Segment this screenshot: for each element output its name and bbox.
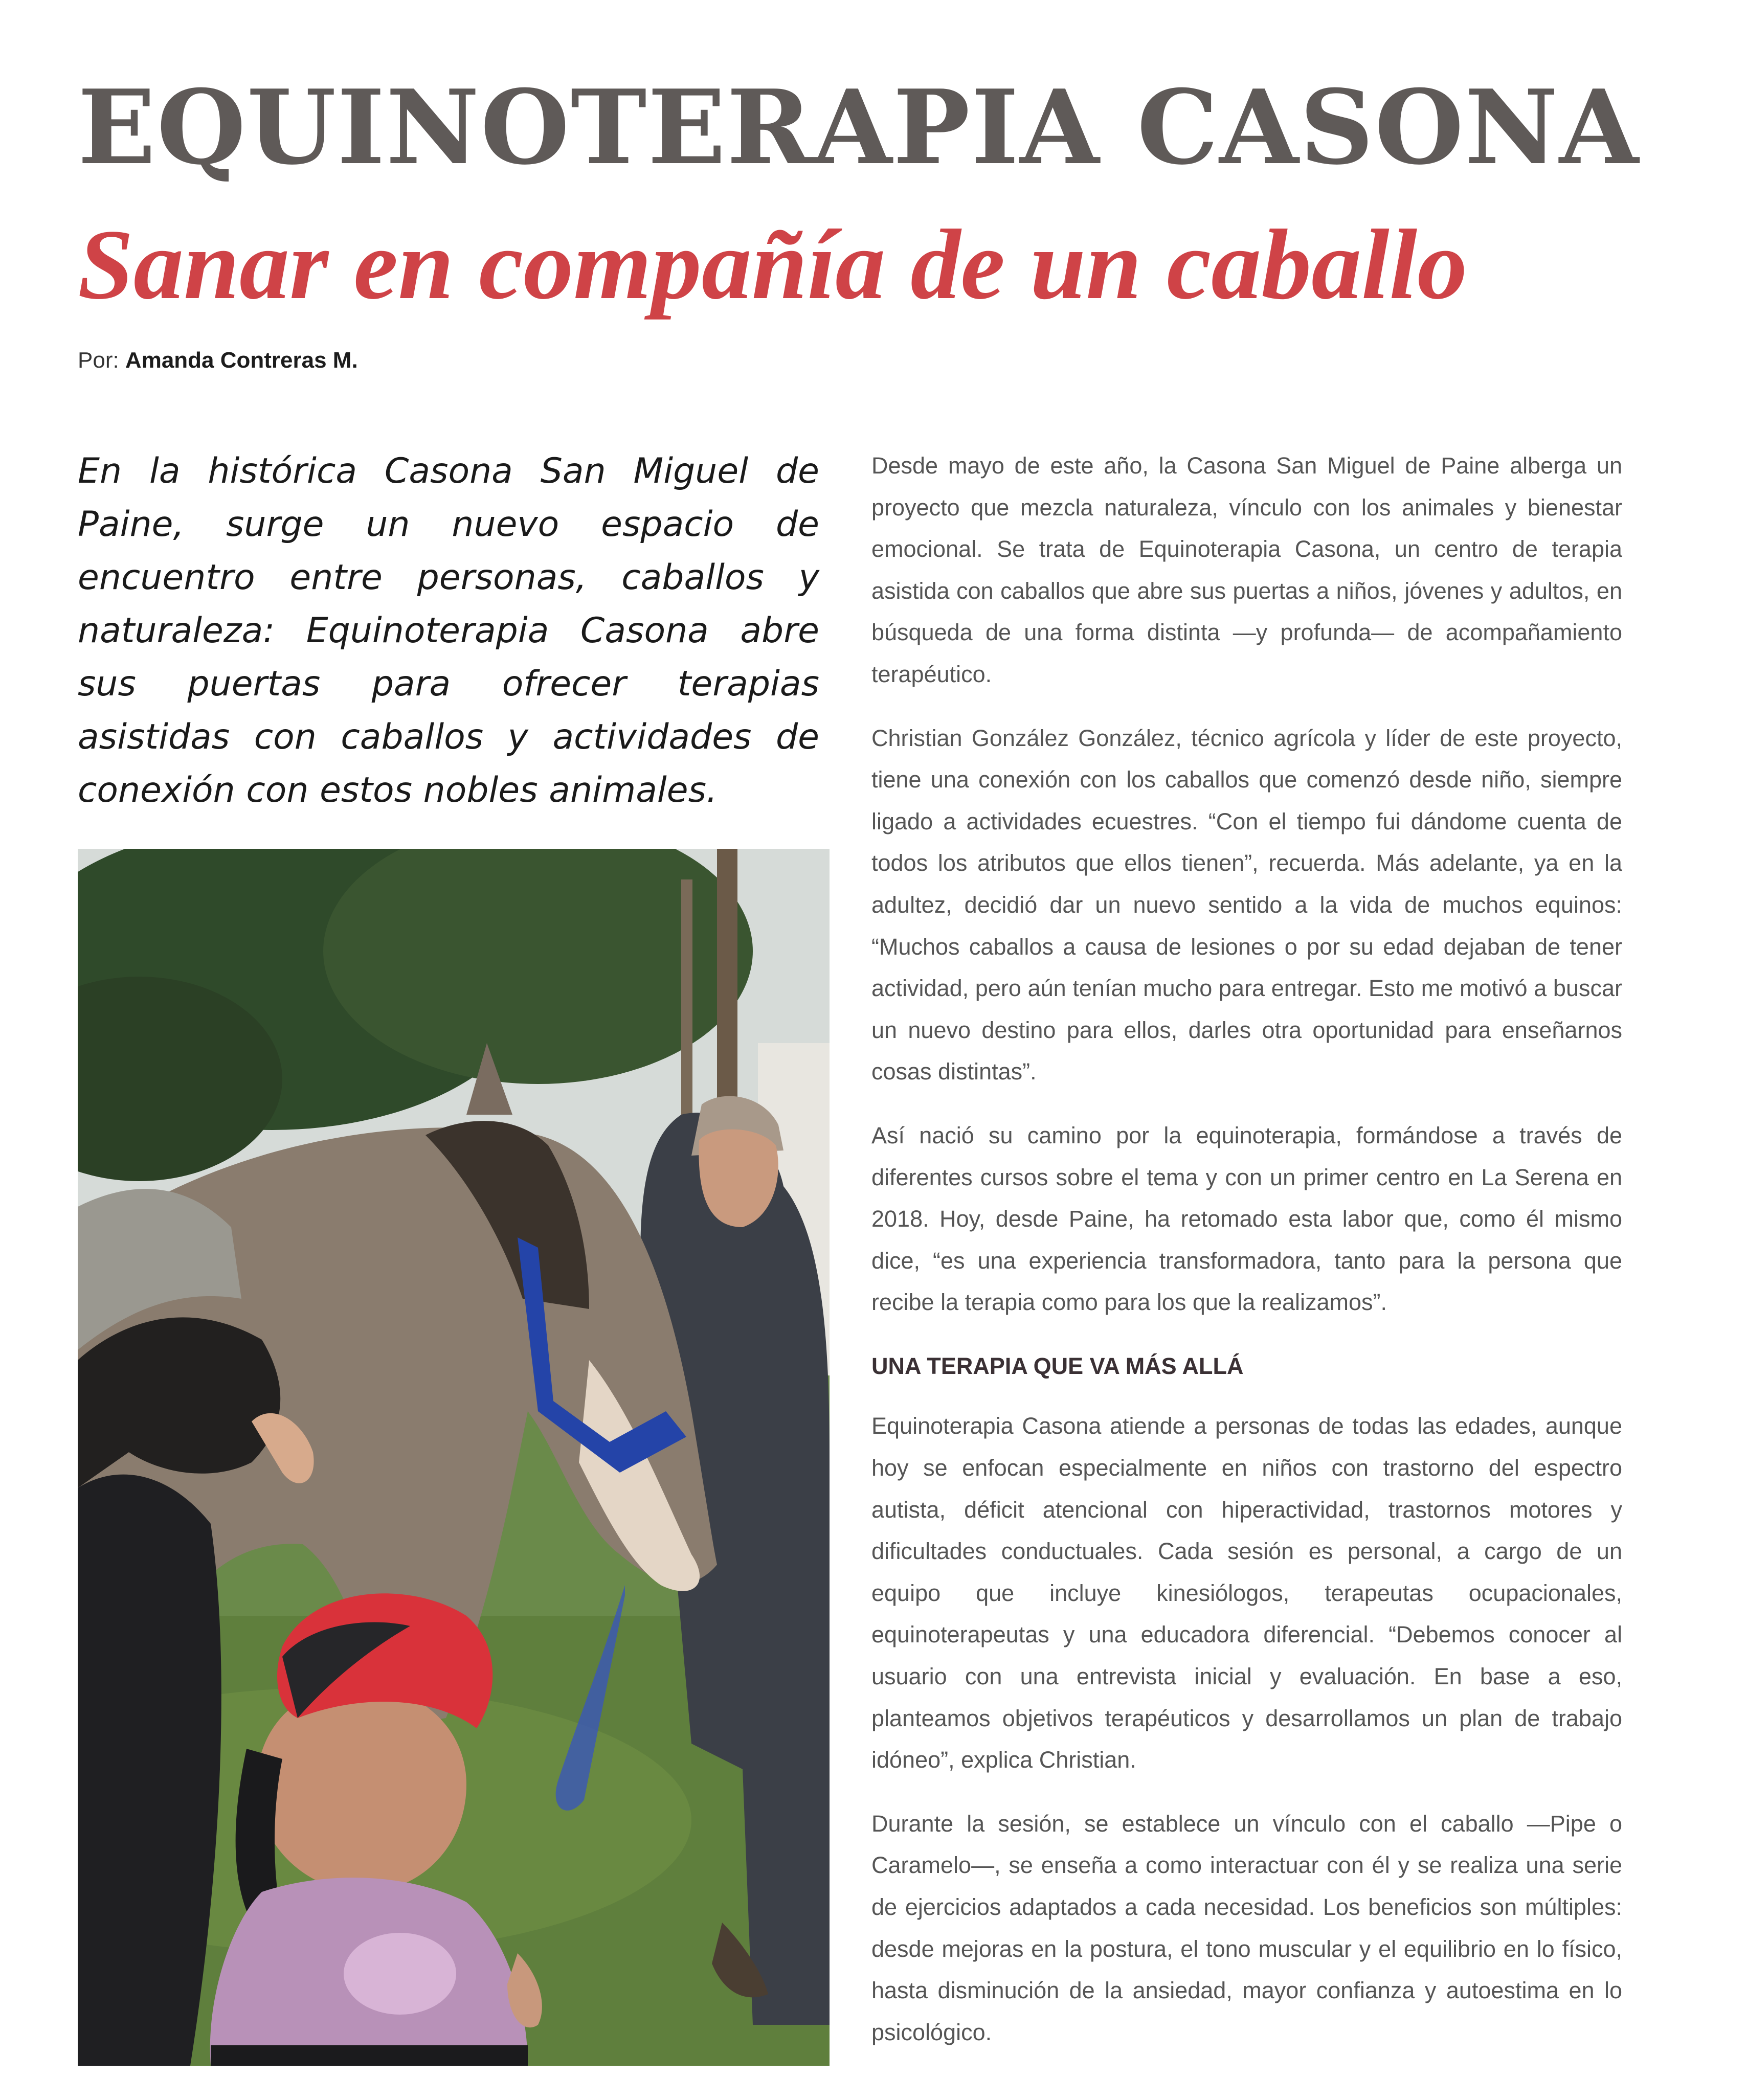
body-paragraph: Christian González González, técnico agrícola y líder de este proyecto, tiene una conexión con los caballos que comenzó desde niño, siempre ligado a actividades ecuestres. “Con el tiempo fui dándome cuenta de todos los atributos que ellos tienen”, recuerda. Más adelante, ya en la adultez, decidió dar un nuevo sentido a la vida de muchos equinos: “Muchos caballos a causa de lesiones o por su edad dejaban de tener actividad, pero aún tenían mucho para entregar. Esto me motivó a buscar un nuevo destino para ellos, darles otra oportunidad para enseñarnos cosas distintas”. [871,725,1622,1085]
article-title: EQUINOTERAPIA CASONA [78,67,1640,188]
body-paragraph: Así nació su camino por la equinoterapia, formándose a través de diferentes cursos sobre el tema y con un primer centro en La Serena en 2018. Hoy, desde Paine, ha retomado esta labor que, como él mismo dice, “es una experiencia transformadora, tanto para la persona que recibe la terapia como para los que la realizamos”. [871,1122,1622,1316]
section-heading: UNA TERAPIA QUE VA MÁS ALLÁ [871,1352,1244,1379]
article-body [871,445,1622,2075]
byline-prefix: Por: [78,348,125,373]
byline [78,348,358,373]
body-paragraph: Equinoterapia Casona atiende a personas de todas las edades, aunque hoy se enfocan especialmente en niños con trastorno del espectro autista, déficit atencional con hiperactividad, trastornos motores y dificultades conductuales. Cada sesión es personal, a cargo de un equipo que incluye kinesiólogos, terapeutas ocupacionales, equinoterapeutas y una educadora diferencial. “Debemos conocer al usuario con una entrevista inicial y evaluación. En base a eso, planteamos objetivos terapéuticos y desarrollamos un plan de trabajo idóneo”, explica Christian. [871,1413,1622,1773]
body-paragraph: Durante la sesión, se establece un vínculo con el caballo —Pipe o Caramelo—, se enseña a como interactuar con él y se realiza una serie de ejercicios adaptados a cada necesidad. Los beneficios son múltiples: desde mejoras en la postura, el tono muscular y el equilibrio en lo físico, hasta disminución de la ansiedad, mayor confianza y autoestima en lo psicológico. [871,1810,1622,2045]
article-subtitle: Sanar en compañía de un caballo [78,209,1468,320]
body-paragraph: Desde mayo de este año, la Casona San Miguel de Paine alberga un proyecto que mezcla naturaleza, vínculo con los animales y bienestar emocional. Se trata de Equinoterapia Casona, un centro de terapia asistida con caballos que abre sus puertas a niños, jóvenes y adultos, en búsqueda de una forma distinta —y profunda— de acompañamiento terapéutico. [871,453,1622,687]
byline-author: Amanda Contreras M. [125,348,358,373]
lead-paragraph: En la histórica Casona San Miguel de Paine, surge un nuevo espacio de encuentro entre personas, caballos y naturaleza: Equinoterapia Casona abre sus puertas para ofrecer terapias asistidas con caballos y actividades de conexión con estos nobles animales. [78,451,819,810]
article-photo [78,849,830,2066]
